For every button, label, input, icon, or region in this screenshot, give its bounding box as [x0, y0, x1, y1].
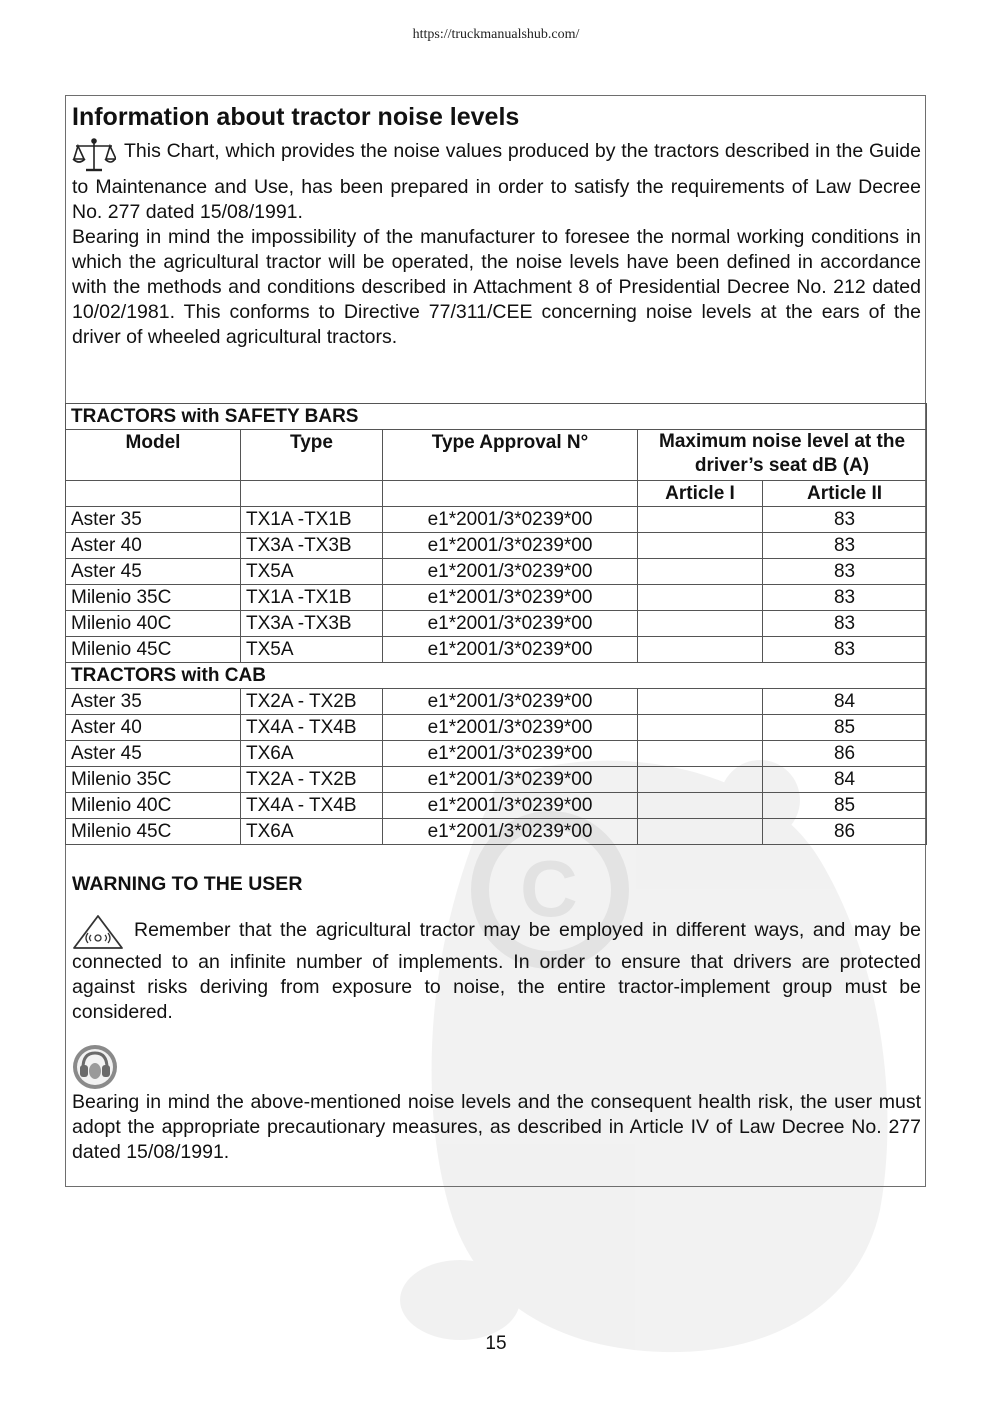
table-row — [66, 637, 927, 663]
cell-article-2: 83 — [763, 507, 927, 533]
subheader-empty — [383, 481, 638, 507]
cell-type: TX3A -TX3B — [241, 533, 383, 559]
table-row — [66, 767, 927, 793]
cell-model: Milenio 35C — [66, 585, 241, 611]
header-type: Type — [241, 430, 383, 481]
ear-protection-icon — [72, 1044, 118, 1090]
cell-type-approval: e1*2001/3*0239*00 — [383, 741, 638, 767]
cell-model: Aster 40 — [66, 533, 241, 559]
intro-text — [72, 139, 921, 350]
cell-type-approval: e1*2001/3*0239*00 — [383, 767, 638, 793]
page-title: Information about tractor noise levels — [72, 103, 520, 131]
cell-model: Milenio 40C — [66, 611, 241, 637]
page-number: 15 — [485, 1333, 507, 1354]
cell-type: TX5A — [241, 637, 383, 663]
cell-article-2: 83 — [763, 637, 927, 663]
cell-model: Aster 40 — [66, 715, 241, 741]
cell-type-approval: e1*2001/3*0239*00 — [383, 533, 638, 559]
table-subheader-row — [66, 481, 927, 507]
cell-type-approval: e1*2001/3*0239*00 — [383, 611, 638, 637]
scales-of-justice-icon — [72, 137, 116, 175]
svg-text:C: C — [520, 844, 578, 933]
cell-article-1 — [638, 611, 763, 637]
cell-article-1 — [638, 793, 763, 819]
cell-article-2: 84 — [763, 767, 927, 793]
header-model: Model — [66, 430, 241, 481]
intro-paragraph-1 — [72, 139, 921, 225]
cell-model: Aster 45 — [66, 741, 241, 767]
table-row — [66, 507, 927, 533]
cell-type-approval: e1*2001/3*0239*00 — [383, 689, 638, 715]
section-row-cab — [66, 663, 927, 689]
cell-article-2: 86 — [763, 819, 927, 845]
cell-type: TX1A -TX1B — [241, 585, 383, 611]
table-row — [66, 559, 927, 585]
cell-article-2: 83 — [763, 559, 927, 585]
cell-type-approval: e1*2001/3*0239*00 — [383, 637, 638, 663]
noise-warning-triangle-icon — [72, 914, 124, 950]
cell-type: TX6A — [241, 741, 383, 767]
cell-article-2: 83 — [763, 611, 927, 637]
cell-article-1 — [638, 507, 763, 533]
cell-model: Aster 35 — [66, 507, 241, 533]
cell-article-1 — [638, 585, 763, 611]
cell-type-approval: e1*2001/3*0239*00 — [383, 559, 638, 585]
section-title-safety-bars: TRACTORS with SAFETY BARS — [66, 404, 927, 430]
table-row — [66, 585, 927, 611]
cell-type: TX2A - TX2B — [241, 767, 383, 793]
cell-article-2: 85 — [763, 793, 927, 819]
cell-model: Milenio 35C — [66, 767, 241, 793]
warning-text — [72, 918, 921, 1025]
noise-info-frame — [65, 95, 926, 1187]
cell-article-1 — [638, 559, 763, 585]
table-row — [66, 793, 927, 819]
table-row — [66, 819, 927, 845]
intro-paragraph-1-text: This Chart, which provides the noise values produced by the tractors described in the Guide to Maintenance and Use, has been prepared in order to satisfy the requirements of Law Decree No. 277 dated 15/08/1991. — [72, 140, 921, 223]
cell-type: TX2A - TX2B — [241, 689, 383, 715]
table-row — [66, 715, 927, 741]
cell-model: Aster 35 — [66, 689, 241, 715]
cell-type: TX4A - TX4B — [241, 793, 383, 819]
cell-article-2: 84 — [763, 689, 927, 715]
cell-type-approval: e1*2001/3*0239*00 — [383, 507, 638, 533]
table-row — [66, 611, 927, 637]
header-article-1: Article I — [638, 481, 763, 507]
cell-model: Milenio 45C — [66, 819, 241, 845]
table-row — [66, 689, 927, 715]
cell-type-approval: e1*2001/3*0239*00 — [383, 819, 638, 845]
cell-type: TX5A — [241, 559, 383, 585]
cell-type-approval: e1*2001/3*0239*00 — [383, 585, 638, 611]
cell-article-1 — [638, 819, 763, 845]
cell-type: TX3A -TX3B — [241, 611, 383, 637]
cell-article-2: 85 — [763, 715, 927, 741]
table-row — [66, 741, 927, 767]
cell-model: Milenio 45C — [66, 637, 241, 663]
section-row-safety-bars — [66, 404, 927, 430]
cell-article-1 — [638, 741, 763, 767]
cell-article-2: 86 — [763, 741, 927, 767]
cell-model: Aster 45 — [66, 559, 241, 585]
warning-text-body: Remember that the agricultural tractor may be employed in different ways, and may be connected to an infinite number of implements. In order to ensure that drivers are protected against risks deriving from exposure to noise, the entire tractor-implement group must be considered. — [72, 919, 921, 1023]
precaution-advice: Bearing in mind the above-mentioned noise levels and the consequent health risk, the user must adopt the appropriate precautionary measures, as described in Article IV of Law Decree No. 277 dated 15/08/1991. — [72, 1091, 921, 1163]
cell-article-1 — [638, 689, 763, 715]
cell-type: TX1A -TX1B — [241, 507, 383, 533]
intro-paragraph-2: Bearing in mind the impossibility of the manufacturer to foresee the normal working conditions in which the agricultural tractor will be operated, the noise levels have been defined in accordance with the methods and conditions described in Attachment 8 of Presidential Decree No. 212 dated 10/02/1981. This conforms to Directive 77/311/CEE concerning noise levels at the ears of the driver of wheeled agricultural tractors. — [72, 226, 921, 348]
cell-article-1 — [638, 767, 763, 793]
cell-type-approval: e1*2001/3*0239*00 — [383, 793, 638, 819]
cell-type: TX6A — [241, 819, 383, 845]
table-header-row — [66, 430, 927, 481]
warning-title: WARNING TO THE USER — [72, 873, 303, 895]
cell-model: Milenio 40C — [66, 793, 241, 819]
section-title-cab: TRACTORS with CAB — [66, 663, 927, 689]
cell-article-2: 83 — [763, 585, 927, 611]
header-article-2: Article II — [763, 481, 927, 507]
subheader-empty — [66, 481, 241, 507]
cell-article-1 — [638, 715, 763, 741]
cell-article-1 — [638, 533, 763, 559]
header-type-approval: Type Approval N° — [383, 430, 638, 481]
cell-type-approval: e1*2001/3*0239*00 — [383, 715, 638, 741]
cell-article-1 — [638, 637, 763, 663]
cell-article-2: 83 — [763, 533, 927, 559]
source-url: https://truckmanualshub.com/ — [412, 27, 580, 42]
header-max-noise: Maximum noise level at the driver’s seat dB (A) — [638, 430, 927, 481]
table-row — [66, 533, 927, 559]
subheader-empty — [241, 481, 383, 507]
noise-levels-table — [65, 403, 927, 845]
cell-type: TX4A - TX4B — [241, 715, 383, 741]
